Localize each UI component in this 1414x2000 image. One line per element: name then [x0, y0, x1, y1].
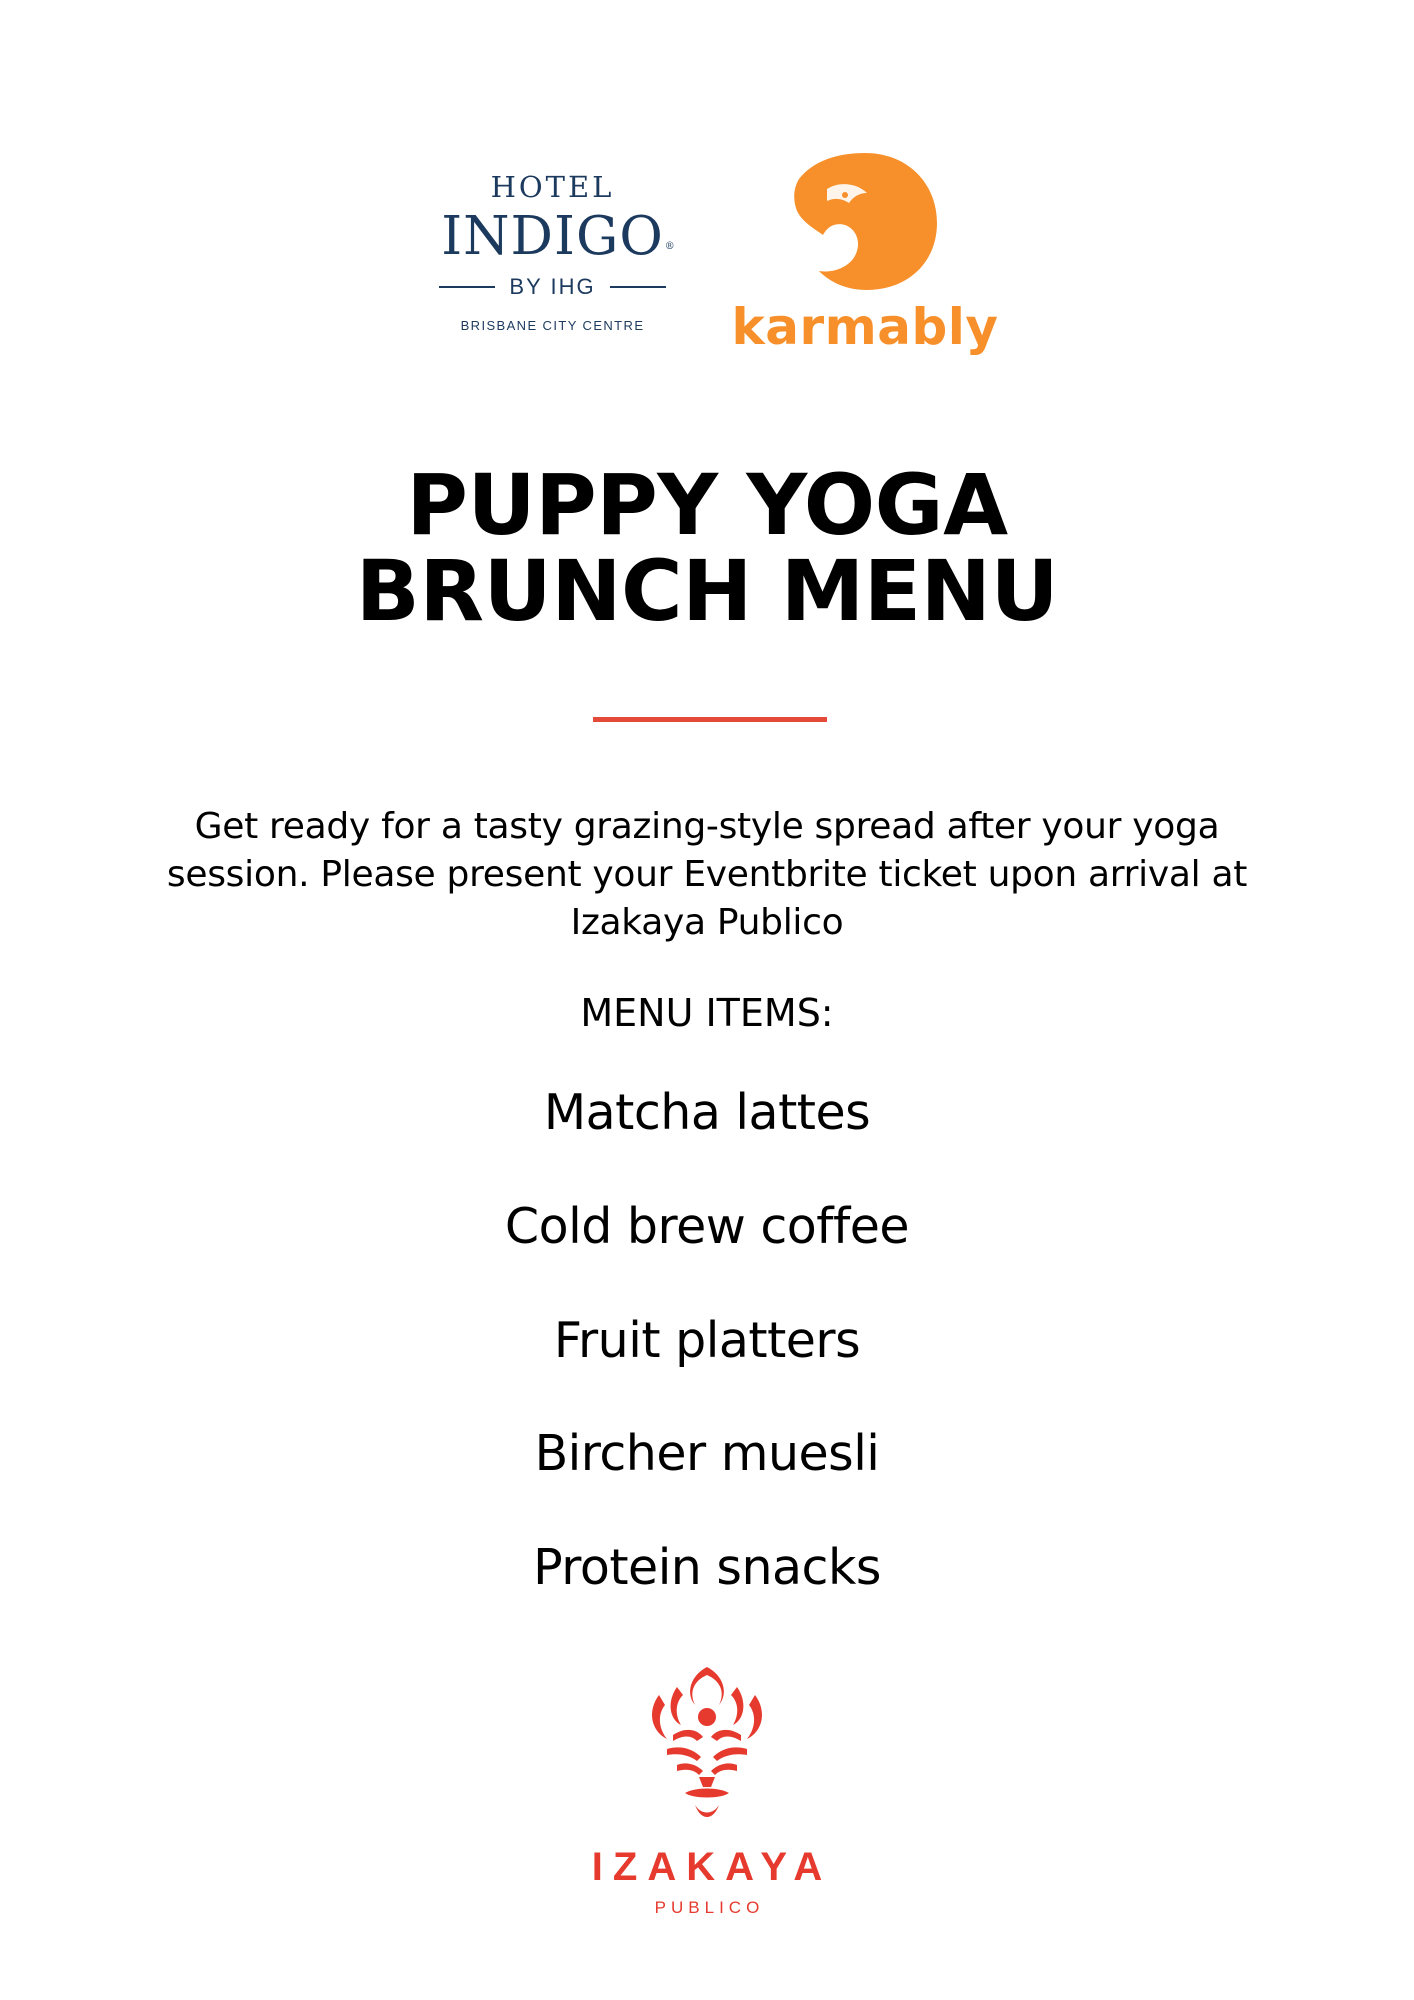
hotel-logo-by-row [430, 274, 675, 300]
karmably-wordmark: karmably [731, 298, 999, 356]
menu-item: Bircher muesli [534, 1425, 880, 1482]
menu-item: Cold brew coffee [504, 1198, 910, 1255]
publico-wordmark: PUBLICO [654, 1898, 765, 1917]
hotel-logo-line3: BY IHG [509, 274, 596, 299]
hotel-logo-rule-right [610, 286, 666, 288]
hotel-logo-line2: INDIGO [441, 206, 664, 267]
hotel-logo-line4: BRISBANE CITY CENTRE [460, 318, 645, 333]
menu-item: Matcha lattes [543, 1084, 871, 1141]
menu-heading: MENU ITEMS: [580, 991, 834, 1035]
kabuki-mask-icon [637, 1665, 777, 1835]
karmably-logo [730, 140, 1000, 370]
title-divider [593, 717, 827, 722]
registered-mark-icon: ® [664, 241, 676, 252]
izakaya-wordmark: IZAKAYA [591, 1845, 833, 1889]
intro-text: Get ready for a tasty grazing-style spread after your yoga session. Please present your Eventbrite ticket upon arrival at Izakaya Publico [166, 806, 1248, 943]
menu-item: Fruit platters [553, 1312, 861, 1369]
page-title-line1: PUPPY YOGA [406, 456, 1008, 554]
hotel-logo-line1: HOTEL [490, 170, 615, 204]
izakaya-publico-logo [557, 1665, 857, 1935]
menu-item: Protein snacks [533, 1539, 881, 1596]
karmably-dog-icon [787, 145, 943, 295]
hotel-logo-rule-left [439, 286, 495, 288]
hotel-indigo-logo [430, 170, 675, 334]
hotel-logo-brand [441, 206, 676, 267]
page-title-line2: BRUNCH MENU [355, 542, 1059, 640]
